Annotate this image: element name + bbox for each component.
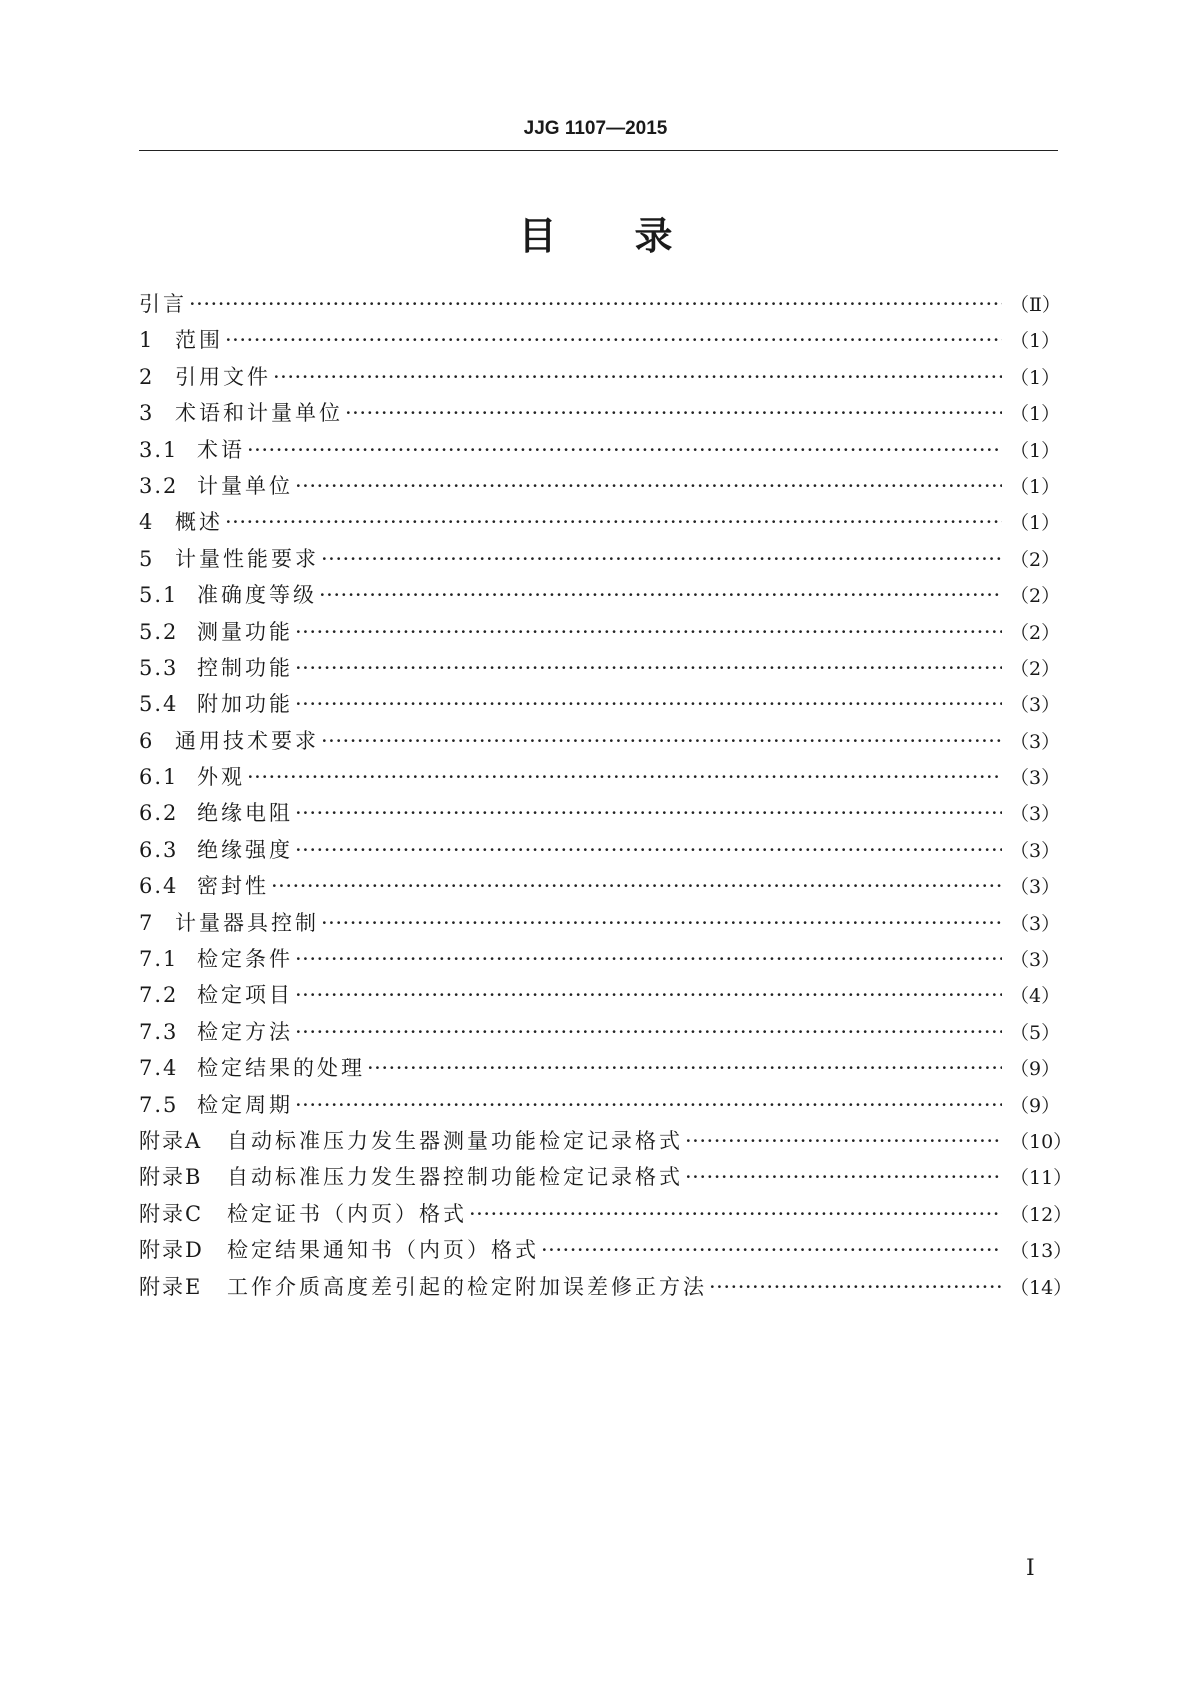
toc-entry-label: 测量功能 [197,619,293,644]
toc-entry[interactable] [139,725,1061,761]
toc-entry[interactable] [139,761,1061,797]
toc-entry[interactable] [139,1198,1073,1234]
toc-entry[interactable] [139,652,1061,688]
toc-leader-dots [247,765,1002,789]
toc-leader-dots [367,1056,1002,1080]
toc-entry[interactable] [139,870,1061,906]
toc-entry-page: （9） [1010,1094,1061,1117]
toc-entry[interactable] [139,1161,1073,1197]
toc-entry[interactable] [139,1125,1073,1161]
toc-entry[interactable] [139,397,1061,433]
toc-entry-number: 1 [139,328,155,353]
toc-entry-number: 6.2 [139,801,179,826]
toc-entry-number: 2 [139,364,155,389]
toc-leader-dots [295,947,1002,971]
toc-leader-dots [225,328,1002,352]
toc-entry-page: （3） [1010,803,1061,826]
toc-entry-number: 附录E [139,1274,203,1299]
toc-leader-dots [295,1020,1002,1044]
toc-entry-page: （3） [1010,730,1061,753]
title-part-1: 目 [518,214,557,258]
toc-entry-page: （1） [1010,366,1061,389]
toc-entry[interactable] [139,979,1061,1015]
toc-entry-page: （2） [1010,585,1061,608]
toc-entry-label: 检定项目 [197,983,293,1008]
toc-entry-label: 计量性能要求 [175,546,319,571]
toc-entry-page: （3） [1010,767,1061,790]
toc-leader-dots [225,510,1002,534]
toc-entry[interactable] [139,688,1061,724]
toc-entry-page: （1） [1010,330,1061,353]
toc-entry-page: （10） [1010,1130,1073,1153]
toc-leader-dots [295,620,1002,644]
toc-entry-number: 7.3 [139,1019,179,1044]
toc-entry-number: 6 [139,728,155,753]
toc-entry[interactable] [139,907,1061,943]
toc-entry-number: 3.1 [139,437,179,462]
toc-leader-dots [295,656,1002,680]
toc-entry-number: 3.2 [139,473,179,498]
toc-entry[interactable] [139,288,1061,324]
toc-entry-label: 检定结果的处理 [197,1056,365,1081]
toc-entry-page: （3） [1010,694,1061,717]
page-title [0,205,1191,260]
toc-entry-number: 5 [139,546,155,571]
toc-entry-number: 附录A [139,1128,203,1153]
toc-entry-label: 概述 [175,510,223,535]
toc-entry-label: 自动标准压力发生器测量功能检定记录格式 [227,1128,683,1153]
toc-entry-label: 附加功能 [197,692,293,717]
toc-entry-page: （1） [1010,439,1061,462]
toc-entry-label: 引用文件 [175,364,271,389]
toc-leader-dots [295,474,1002,498]
toc-entry-page: （3） [1010,949,1061,972]
toc-entry-number: 6.3 [139,837,179,862]
toc-entry-label: 检定周期 [197,1092,293,1117]
toc-entry[interactable] [139,543,1061,579]
toc-entry-number: 5.1 [139,583,179,608]
toc-entry-page: （11） [1010,1167,1073,1190]
table-of-contents [139,288,1073,1307]
toc-entry-number: 7.4 [139,1056,179,1081]
toc-leader-dots [295,838,1002,862]
toc-entry-number: 3 [139,401,155,426]
toc-entry[interactable] [139,324,1061,360]
toc-leader-dots [319,583,1002,607]
toc-entry-page: （12） [1010,1203,1073,1226]
toc-entry-label: 计量器具控制 [175,910,319,935]
toc-leader-dots [295,692,1002,716]
toc-entry-label: 控制功能 [197,655,293,680]
toc-entry-number: 7 [139,910,155,935]
toc-entry-number: 5.4 [139,692,179,717]
toc-entry[interactable] [139,1234,1073,1270]
toc-entry-label: 绝缘强度 [197,837,293,862]
toc-leader-dots [321,547,1002,571]
title-part-2: 录 [634,214,673,258]
toc-entry-page: （3） [1010,876,1061,899]
toc-entry[interactable] [139,834,1061,870]
toc-entry-number: 7.1 [139,947,179,972]
toc-entry-label: 绝缘电阻 [197,801,293,826]
toc-entry-page: （13） [1010,1240,1073,1263]
toc-entry[interactable] [139,361,1061,397]
page-number: Ⅰ [1026,1556,1035,1581]
toc-entry-label: 通用技术要求 [175,728,319,753]
toc-entry-page: （2） [1010,657,1061,680]
toc-leader-dots [541,1238,1002,1262]
toc-entry-page: （2） [1010,548,1061,571]
toc-entry-label: 检定条件 [197,947,293,972]
toc-entry[interactable] [139,579,1061,615]
toc-entry-label: 检定结果通知书（内页）格式 [227,1238,539,1263]
toc-entry-number: 5.2 [139,619,179,644]
toc-entry[interactable] [139,1271,1073,1307]
toc-leader-dots [271,874,1002,898]
toc-entry-page: （3） [1010,912,1061,935]
toc-entry-number: 4 [139,510,155,535]
toc-entry-label: 自动标准压力发生器控制功能检定记录格式 [227,1165,683,1190]
header-rule [139,150,1058,151]
toc-entry-label: 计量单位 [197,473,293,498]
toc-entry-label: 密封性 [197,874,269,899]
toc-entry-label: 外观 [197,765,245,790]
toc-entry[interactable] [139,1016,1061,1052]
toc-leader-dots [273,365,1002,389]
toc-entry-page: （1） [1010,475,1061,498]
toc-entry-label: 工作介质高度差引起的检定附加误差修正方法 [227,1274,707,1299]
toc-entry-number: 6.4 [139,874,179,899]
toc-entry-label: 检定方法 [197,1019,293,1044]
toc-entry-page: （2） [1010,621,1061,644]
toc-entry-label: 范围 [175,328,223,353]
toc-entry-page: （3） [1010,839,1061,862]
toc-leader-dots [685,1165,1002,1189]
toc-entry-label: 准确度等级 [197,583,317,608]
toc-entry-label: 术语和计量单位 [175,401,343,426]
toc-entry-number: 7.5 [139,1092,179,1117]
toc-leader-dots [709,1275,1002,1299]
toc-entry-label: 术语 [197,437,245,462]
toc-entry[interactable] [139,1089,1061,1125]
toc-leader-dots [685,1129,1002,1153]
toc-entry[interactable] [139,1052,1061,1088]
toc-entry-number: 5.3 [139,655,179,680]
toc-leader-dots [469,1202,1002,1226]
toc-entry-page: （4） [1010,985,1061,1008]
toc-leader-dots [295,1093,1002,1117]
toc-leader-dots [321,911,1002,935]
toc-entry[interactable] [139,616,1061,652]
toc-entry-number: 7.2 [139,983,179,1008]
toc-entry[interactable] [139,470,1061,506]
toc-entry[interactable] [139,943,1061,979]
toc-entry-page: （9） [1010,1058,1061,1081]
toc-leader-dots [189,292,1002,316]
toc-entry-page: （14） [1010,1276,1073,1299]
toc-entry-number: 附录C [139,1201,204,1226]
toc-entry-number: 6.1 [139,765,179,790]
toc-entry-label: 引言 [139,292,187,316]
toc-entry-page: （1） [1010,512,1061,535]
document-code-header: JJG 1107—2015 [523,118,668,139]
toc-leader-dots [295,983,1002,1007]
toc-leader-dots [345,401,1002,425]
toc-entry-label: 检定证书（内页）格式 [227,1201,467,1226]
toc-entry-page: （1） [1010,403,1061,426]
toc-entry-number: 附录D [139,1238,204,1263]
toc-entry[interactable] [139,434,1061,470]
toc-leader-dots [247,438,1002,462]
toc-entry-page: （Ⅱ） [1010,294,1061,316]
toc-leader-dots [295,801,1002,825]
toc-entry[interactable] [139,506,1061,542]
toc-entry[interactable] [139,797,1061,833]
toc-entry-page: （5） [1010,1021,1061,1044]
toc-leader-dots [321,729,1002,753]
toc-entry-number: 附录B [139,1165,203,1190]
